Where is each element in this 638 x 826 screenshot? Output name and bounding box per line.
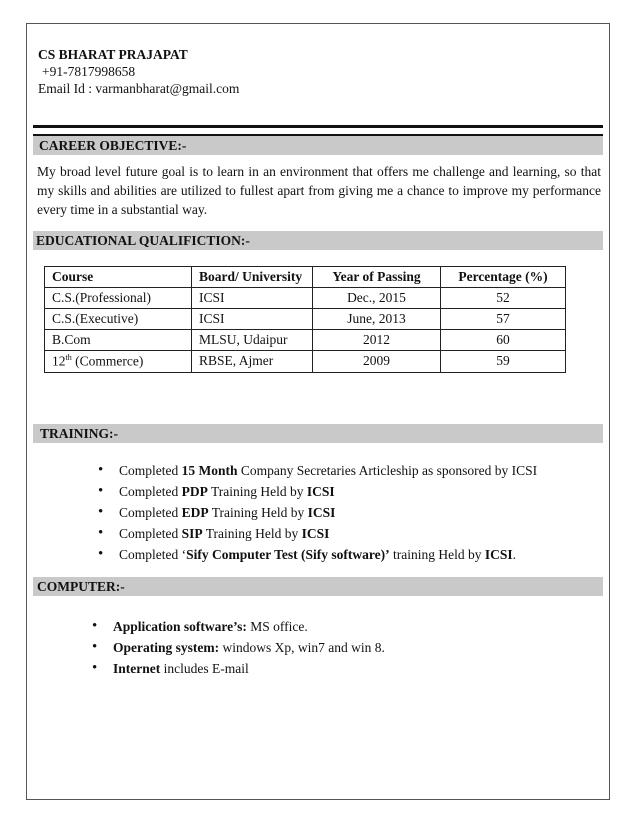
cell-percentage: 60 xyxy=(441,330,566,351)
career-objective-heading: CAREER OBJECTIVE:- xyxy=(33,134,603,155)
education-heading: EDUCATIONAL QUALIFICTION:- xyxy=(33,231,603,250)
career-objective-text: My broad level future goal is to learn in an environment that offers me challenge and learning, so that my skills and abilities are utilized to fullest apart from giving me a chance to improve my performance every time in a substantial way. xyxy=(37,164,601,217)
table-header-row xyxy=(45,267,566,288)
cell-course: C.S.(Professional) xyxy=(45,288,192,309)
list-item: • Application software’s: MS office. xyxy=(92,616,385,637)
list-item: • Completed EDP Training Held by ICSI xyxy=(98,502,537,523)
list-item: • Completed SIP Training Held by ICSI xyxy=(98,523,537,544)
table-row xyxy=(45,351,566,373)
cell-year: 2012 xyxy=(313,330,441,351)
cell-percentage: 57 xyxy=(441,309,566,330)
computer-list xyxy=(92,616,385,679)
section-rule xyxy=(33,125,603,128)
list-item: • Completed ‘Sify Computer Test (Sify software)’ training Held by ICSI. xyxy=(98,544,537,565)
cell-course: B.Com xyxy=(45,330,192,351)
computer-heading: COMPUTER:- xyxy=(33,577,603,596)
education-table xyxy=(44,266,566,373)
col-percentage: Percentage (%) xyxy=(441,267,566,288)
list-item: • Completed PDP Training Held by ICSI xyxy=(98,481,537,502)
header-block xyxy=(38,46,239,97)
cell-percentage: 59 xyxy=(441,351,566,373)
list-item: • Operating system: windows Xp, win7 and win 8. xyxy=(92,637,385,658)
cell-year: Dec., 2015 xyxy=(313,288,441,309)
cell-board: RBSE, Ajmer xyxy=(192,351,313,373)
col-board: Board/ University xyxy=(192,267,313,288)
cell-board: ICSI xyxy=(192,288,313,309)
table-row xyxy=(45,288,566,309)
col-course: Course xyxy=(45,267,192,288)
cell-course: 12th (Commerce) xyxy=(45,351,192,373)
cell-course: C.S.(Executive) xyxy=(45,309,192,330)
table-row xyxy=(45,330,566,351)
cell-percentage: 52 xyxy=(441,288,566,309)
list-item: • Completed 15 Month Company Secretaries Articleship as sponsored by ICSI xyxy=(98,460,537,481)
cell-board: MLSU, Udaipur xyxy=(192,330,313,351)
phone-number: +91-7817998658 xyxy=(42,64,136,79)
table-row xyxy=(45,309,566,330)
training-list xyxy=(98,460,537,565)
col-year: Year of Passing xyxy=(313,267,441,288)
cell-board: ICSI xyxy=(192,309,313,330)
email-line: Email Id : varmanbharat@gmail.com xyxy=(38,81,240,96)
cell-year: June, 2013 xyxy=(313,309,441,330)
cell-year: 2009 xyxy=(313,351,441,373)
training-heading: TRAINING:- xyxy=(33,424,603,443)
list-item: • Internet includes E-mail xyxy=(92,658,385,679)
candidate-name: CS BHARAT PRAJAPAT xyxy=(38,47,188,62)
